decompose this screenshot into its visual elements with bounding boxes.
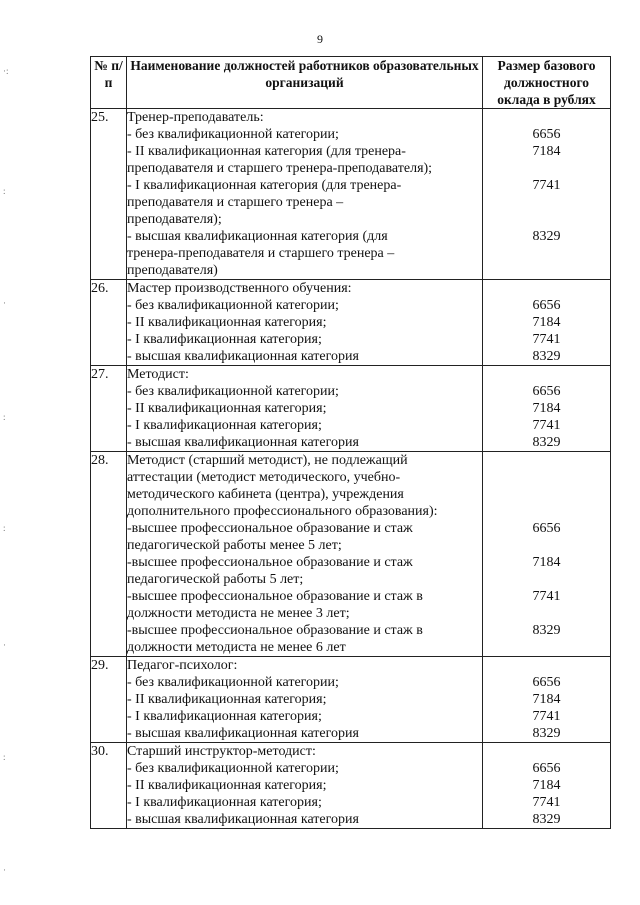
category-line: тренера-преподавателя и старшего тренера – xyxy=(127,246,395,261)
category-line: должности методиста не менее 6 лет xyxy=(127,640,346,655)
position-title-line: аттестации (методист методического, учебно- xyxy=(127,470,401,485)
salary-column-cell xyxy=(483,452,611,657)
header-position-name: Наименование должностей работников образовательных организаций xyxy=(127,57,483,109)
category-line: - высшая квалификационная категория (для xyxy=(127,229,388,244)
category-line: -высшее профессиональное образование и стаж xyxy=(127,555,413,570)
position-description xyxy=(127,109,483,280)
category-line: -высшее профессиональное образование и стаж в xyxy=(127,623,423,638)
salary-value: 7741 xyxy=(532,332,561,347)
row-number: 27. xyxy=(91,366,127,452)
category-line: - I квалификационная категория; xyxy=(127,418,322,433)
salary-value: 7741 xyxy=(532,795,561,810)
category-line: должности методиста не менее 3 лет; xyxy=(127,606,350,621)
category-line: - II квалификационная категория; xyxy=(127,778,327,793)
salary-spacer xyxy=(483,160,610,177)
position-description xyxy=(127,366,483,452)
category-line: - высшая квалификационная категория xyxy=(127,812,359,827)
category-line: -высшее профессиональное образование и стаж в xyxy=(127,589,423,604)
row-number: 30. xyxy=(91,743,127,829)
salary-column-cell xyxy=(483,280,611,366)
salary-spacer xyxy=(483,571,610,588)
position-title-line: Старший инструктор-методист: xyxy=(127,744,316,759)
category-line: педагогической работы 5 лет; xyxy=(127,572,304,587)
salary-value: 6656 xyxy=(532,521,561,536)
salary-value: 8329 xyxy=(532,349,561,364)
row-number: 25. xyxy=(91,109,127,280)
category-line: преподавателя); xyxy=(127,212,222,227)
position-title-line: Методист: xyxy=(127,367,189,382)
position-description xyxy=(127,280,483,366)
page-number: 9 xyxy=(317,32,323,46)
salary-value: 7741 xyxy=(532,589,561,604)
category-line: - I квалификационная категория; xyxy=(127,709,322,724)
salary-value: 6656 xyxy=(532,298,561,313)
table-row xyxy=(91,109,611,280)
position-title-line: методического кабинета (центра), учреждения xyxy=(127,487,404,502)
table-row xyxy=(91,452,611,657)
salary-value: 6656 xyxy=(532,127,561,142)
salary-value: 6656 xyxy=(532,384,561,399)
category-line: - высшая квалификационная категория xyxy=(127,726,359,741)
table-row xyxy=(91,657,611,743)
salary-spacer xyxy=(483,262,610,279)
salary-value: 8329 xyxy=(532,229,561,244)
row-number: 26. xyxy=(91,280,127,366)
salary-spacer xyxy=(483,280,610,297)
category-line: - без квалификационной категории; xyxy=(127,298,339,313)
category-line: - без квалификационной категории; xyxy=(127,675,339,690)
salary-value: 7741 xyxy=(532,709,561,724)
salary-value: 8329 xyxy=(532,435,561,450)
salary-spacer xyxy=(483,245,610,262)
salary-value: 6656 xyxy=(532,761,561,776)
salary-value: 7741 xyxy=(532,178,561,193)
category-line: преподавателя и старшего тренера-преподавателя); xyxy=(127,161,433,176)
category-line: преподавателя) xyxy=(127,263,218,278)
table-header-row xyxy=(91,57,611,109)
row-number: 28. xyxy=(91,452,127,657)
category-line: -высшее профессиональное образование и стаж xyxy=(127,521,413,536)
salary-spacer xyxy=(483,486,610,503)
position-title-line: Мастер производственного обучения: xyxy=(127,281,352,296)
salary-spacer xyxy=(483,211,610,228)
salary-value: 6656 xyxy=(532,675,561,690)
salary-spacer xyxy=(483,452,610,469)
salary-table xyxy=(90,56,611,829)
category-line: - II квалификационная категория (для тренера- xyxy=(127,144,406,159)
position-description xyxy=(127,657,483,743)
salary-value: 7184 xyxy=(532,144,561,159)
salary-value: 8329 xyxy=(532,812,561,827)
category-line: - без квалификационной категории; xyxy=(127,384,339,399)
header-base-salary: Размер базового должностного оклада в рублях xyxy=(483,57,611,109)
salary-column-cell xyxy=(483,743,611,829)
row-number: 29. xyxy=(91,657,127,743)
category-line: преподавателя и старшего тренера – xyxy=(127,195,344,210)
salary-column-cell xyxy=(483,366,611,452)
category-line: - I квалификационная категория; xyxy=(127,332,322,347)
salary-spacer xyxy=(483,194,610,211)
salary-value: 7741 xyxy=(532,418,561,433)
salary-spacer xyxy=(483,469,610,486)
salary-spacer xyxy=(483,503,610,520)
salary-spacer xyxy=(483,605,610,622)
salary-value: 7184 xyxy=(532,315,561,330)
table-row xyxy=(91,280,611,366)
salary-value: 8329 xyxy=(532,726,561,741)
salary-value: 7184 xyxy=(532,555,561,570)
category-line: - высшая квалификационная категория xyxy=(127,435,359,450)
category-line: - II квалификационная категория; xyxy=(127,315,327,330)
category-line: - I квалификационная категория (для тренера- xyxy=(127,178,402,193)
salary-value: 7184 xyxy=(532,692,561,707)
position-title-line: дополнительного профессионального образования): xyxy=(127,504,438,519)
category-line: - без квалификационной категории; xyxy=(127,761,339,776)
position-description xyxy=(127,452,483,657)
salary-spacer xyxy=(483,537,610,554)
salary-spacer xyxy=(483,639,610,656)
salary-spacer xyxy=(483,743,610,760)
salary-spacer xyxy=(483,366,610,383)
salary-value: 7184 xyxy=(532,401,561,416)
category-line: педагогической работы менее 5 лет; xyxy=(127,538,342,553)
category-line: - высшая квалификационная категория xyxy=(127,349,359,364)
table-row xyxy=(91,366,611,452)
category-line: - II квалификационная категория; xyxy=(127,401,327,416)
salary-spacer xyxy=(483,657,610,674)
salary-column-cell xyxy=(483,657,611,743)
salary-value: 7184 xyxy=(532,778,561,793)
position-description xyxy=(127,743,483,829)
category-line: - без квалификационной категории; xyxy=(127,127,339,142)
position-title-line: Тренер-преподаватель: xyxy=(127,110,264,125)
salary-column-cell xyxy=(483,109,611,280)
salary-value: 8329 xyxy=(532,623,561,638)
category-line: - II квалификационная категория; xyxy=(127,692,327,707)
position-title-line: Методист (старший методист), не подлежащий xyxy=(127,453,408,468)
salary-spacer xyxy=(483,109,610,126)
category-line: - I квалификационная категория; xyxy=(127,795,322,810)
header-no: № п/п xyxy=(91,57,127,109)
table-row xyxy=(91,743,611,829)
position-title-line: Педагог-психолог: xyxy=(127,658,238,673)
